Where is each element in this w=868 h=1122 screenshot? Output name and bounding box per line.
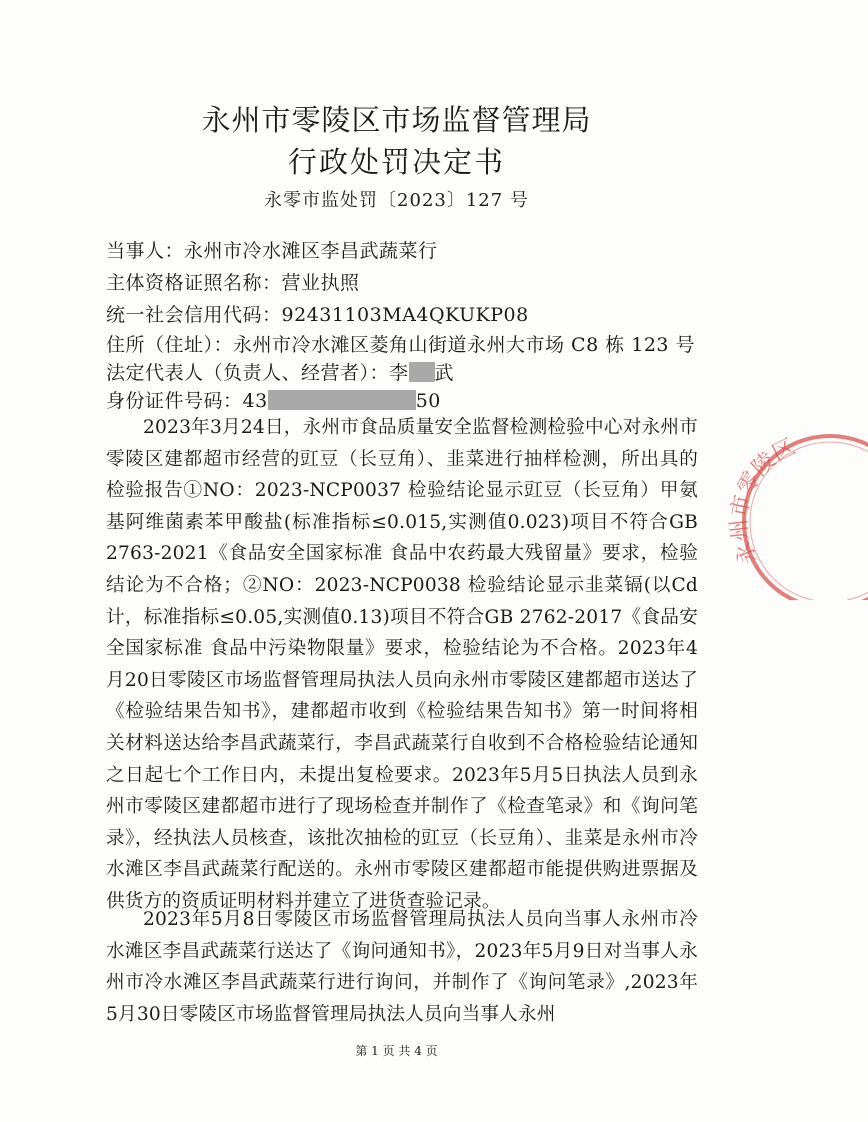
body-paragraph-1: 2023年3月24日，永州市食品质量安全监督检测检验中心对永州市零陵区建都超市经营的豇豆（长豆角）、韭菜进行抽样检测，所出具的检验报告①NO：2023-NCP0037 检验结论显示豇豆（长豆角）甲氨基阿维菌素苯甲酸盐(标准指标≤0.015,实测值0.023)项目不符合GB 2763-2021《食品安全国家标准 食品中农药最大残留量》要求，检验结论为不合格；②NO：2023-NCP0038 检验结论显示韭菜镉(以Cd计，标准指标≤0.05,实测值0.13)项目不符合GB 2762-2017《食品安全国家标准 食品中污染物限量》要求，检验结论为不合格。2023年4月20日零陵区市场监督管理局执法人员向永州市零陵区建都超市送达了《检验结果告知书》，建都超市收到《检验结果告知书》第一时间将相关材料送达给李昌武蔬菜行，李昌武蔬菜行自收到不合格检验结论通知之日起七个工作日内，未提出复检要求。2023年5月5日执法人员到永州市零陵区建都超市进行了现场检查并制作了《检查笔录》和《询问笔录》，经执法人员核查，该批次抽检的豇豆（长豆角）、韭菜是永州市冷水滩区李昌武蔬菜行配送的。永州市零陵区建都超市能提供购进票据及供货方的资质证明材料并建立了进货查验记录。 [106, 417, 698, 912]
party-field: 当事人：永州市冷水滩区李昌武蔬菜行 [106, 240, 438, 262]
license-name-field: 主体资格证照名称：营业执照 [106, 272, 360, 294]
page-footer: 第 1 页 共 4 页 [355, 1044, 438, 1058]
id-number-start: 身份证件号码：43 [106, 390, 268, 412]
document-type-title: 行政处罚决定书 [287, 145, 505, 179]
redaction-block [409, 362, 435, 382]
seal-text: 永州市零陵区 [726, 434, 800, 569]
redaction-block [268, 390, 416, 410]
legal-representative-field [106, 358, 454, 385]
representative-name-end: 武 [434, 362, 455, 384]
credit-code-field: 统一社会信用代码：92431103MA4QKUKP08 [106, 304, 529, 326]
document-number: 永零市监处罚〔2023〕127 号 [264, 190, 529, 211]
body-paragraph-2: 2023年5月8日零陵区市场监督管理局执法人员向当事人永州市冷水滩区李昌武蔬菜行送达了《询问通知书》，2023年5月9日对当事人永州市冷水滩区李昌武蔬菜行进行询问，并制作了《询问笔录》,2023年5月30日零陵区市场监督管理局执法人员向当事人永州 [106, 909, 698, 1025]
representative-name-start: 法定代表人（负责人、经营者）：李 [106, 362, 409, 384]
official-seal-stamp [718, 410, 868, 600]
id-number-end: 50 [415, 390, 441, 412]
id-number-field [106, 386, 441, 413]
address-field: 住所（住址）：永州市冷水滩区菱角山街道永州大市场 C8 栋 123 号 [106, 334, 696, 356]
authority-title: 永州市零陵区市场监督管理局 [201, 103, 592, 137]
